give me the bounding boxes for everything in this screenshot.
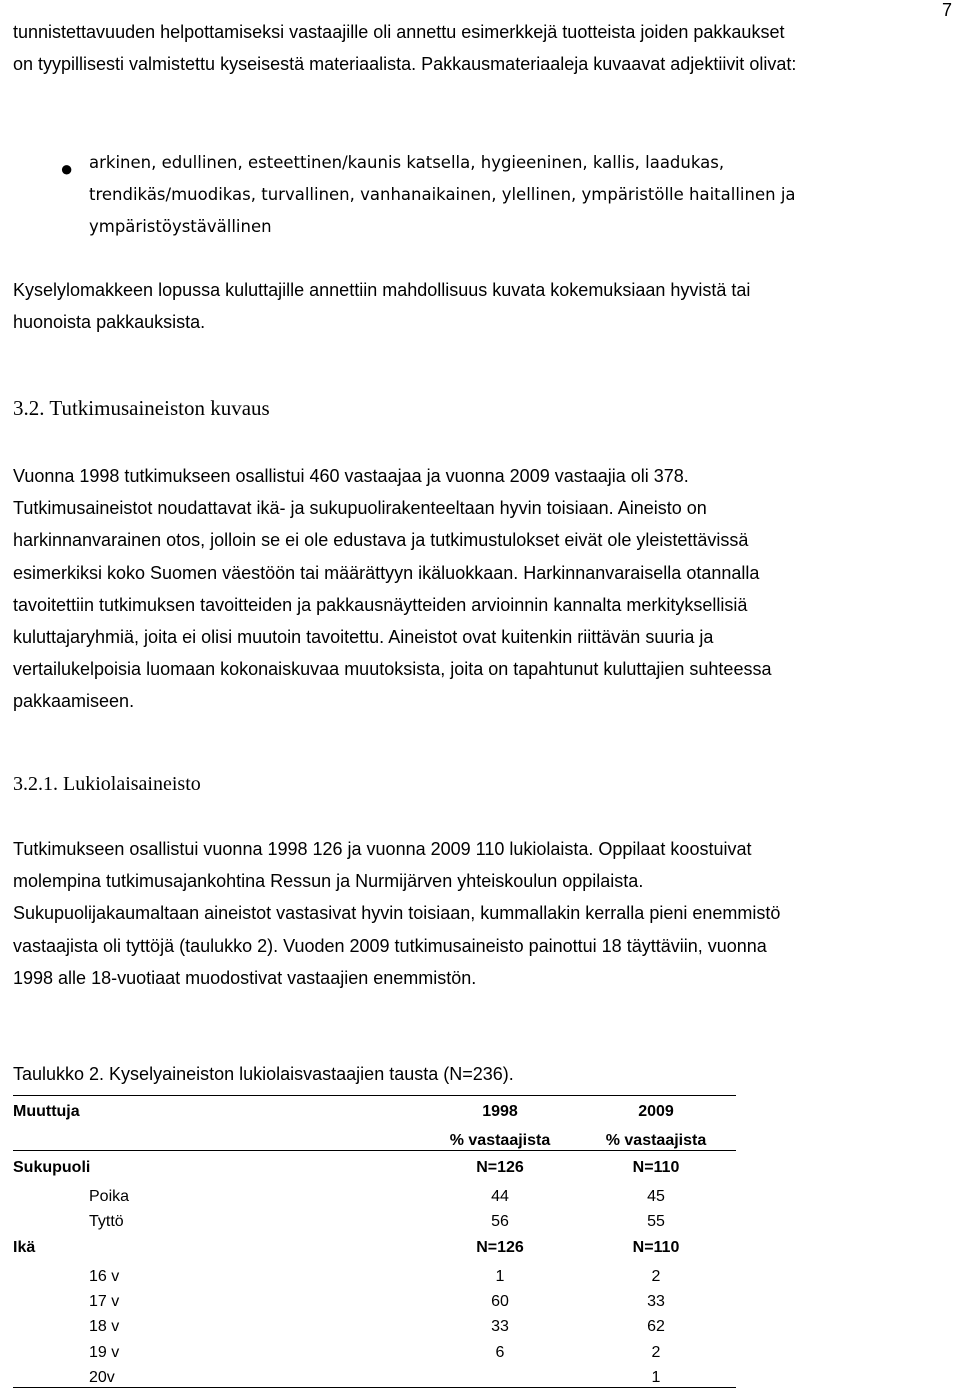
- text-line: 1998 alle 18-vuotiaat muodostivat vastaajien enemmistön.: [13, 967, 477, 988]
- group-n-1998: N=126: [476, 1238, 524, 1256]
- row-value-2009: 1: [576, 1362, 736, 1388]
- table-header-row: [13, 1096, 736, 1122]
- bullet-icon: ●: [60, 156, 74, 181]
- row-value-2009: 33: [647, 1292, 665, 1310]
- group-n-1998: N=126: [424, 1151, 576, 1177]
- text-line: Kyselylomakkeen lopussa kuluttajille annettiin mahdollisuus kuvata kokemuksiaan hyvistä tai: [13, 280, 751, 300]
- text-line: ympäristöystävällinen: [89, 217, 272, 236]
- row-value-2009: 2: [651, 1343, 661, 1361]
- text-line: kuluttajaryhmiä, joita ei olisi muutoin tavoitettu. Aineistot ovat kuitenkin riittävän suuria ja: [13, 627, 714, 648]
- intro-paragraph: [13, 16, 796, 80]
- row-label: 20v: [13, 1362, 424, 1388]
- header-1998: 1998: [424, 1096, 576, 1122]
- text-line: vertailukelpoisia luomaan kokonaiskuvaa muutoksista, joita on tapahtunut kuluttajien suhteessa: [13, 659, 772, 680]
- text-line: huonoista pakkauksista.: [13, 312, 206, 333]
- header-variable: Muuttuja: [13, 1096, 424, 1122]
- text-line: Tutkimusaineistot noudattavat ikä- ja sukupuolirakenteeltaan hyvin toisiaan. Aineisto on: [13, 498, 707, 519]
- row-label: 18 v: [89, 1318, 120, 1336]
- section-3-2-1-paragraph: [13, 833, 780, 994]
- group-label: Sukupuoli: [13, 1151, 424, 1177]
- text-line: tunnistettavuuden helpottamiseksi vastaajille oli annettu esimerkkejä tuotteista joiden pakkaukset: [13, 22, 785, 42]
- respondent-table: [13, 1095, 736, 1388]
- row-label: Poika: [89, 1187, 130, 1205]
- table-subheader-row: [13, 1121, 736, 1151]
- text-line: Sukupuolijakaumaltaan aineistot vastasivat hyvin toisiaan, kummallakin kerralla pieni enemmistö: [13, 903, 781, 924]
- closing-paragraph: [13, 274, 750, 338]
- text-line: Vuonna 1998 tutkimukseen osallistui 460 vastaajaa ja vuonna 2009 vastaajia oli 378.: [13, 466, 689, 486]
- text-line: pakkaamiseen.: [13, 691, 135, 712]
- group-n-2009: N=110: [632, 1238, 680, 1256]
- row-value-1998: 60: [491, 1292, 509, 1310]
- row-label: 16 v: [89, 1267, 120, 1285]
- row-value-1998: 6: [495, 1343, 505, 1361]
- text-line: vastaajista oli tyttöjä (taulukko 2). Vuoden 2009 tutkimusaineisto painottui 18 täyttäviin, vuonna: [13, 935, 767, 956]
- row-label: 19 v: [89, 1343, 120, 1361]
- row-value-2009: 55: [647, 1213, 665, 1231]
- row-value-2009: 45: [647, 1187, 665, 1205]
- adjective-list: [89, 147, 796, 243]
- text-line: Tutkimukseen osallistui vuonna 1998 126 ja vuonna 2009 110 lukiolaista. Oppilaat koostuivat: [13, 839, 752, 859]
- table-row: [13, 1257, 736, 1286]
- row-value-1998: [424, 1362, 576, 1388]
- table-group-row: [13, 1231, 736, 1256]
- group-n-2009: N=110: [576, 1151, 736, 1177]
- table-cell: [13, 1121, 424, 1151]
- section-heading-3-2: [13, 396, 270, 421]
- header-2009: 2009: [576, 1096, 736, 1122]
- section-3-2-paragraph: [13, 460, 771, 718]
- subheader-1998: % vastaajista: [449, 1132, 551, 1150]
- row-value-1998: 56: [491, 1213, 509, 1231]
- text-line: harkinnanvarainen otos, jolloin se ei ole edustava ja tutkimustulokset eivät ole yleistettävissä: [13, 530, 749, 551]
- row-value-1998: 1: [495, 1267, 505, 1285]
- table-caption: Taulukko 2. Kyselyaineiston lukiolaisvastaajien tausta (N=236).: [13, 1064, 514, 1084]
- text-line: molempina tutkimusajankohtina Ressun ja Nurmijärven yhteiskoulun oppilaista.: [13, 871, 644, 892]
- section-number: 3.2.1.: [13, 773, 58, 795]
- row-value-2009: 2: [651, 1267, 661, 1285]
- text-line: on tyypillisesti valmistettu kyseisestä materiaalista. Pakkausmateriaaleja kuvaavat adjektiivit olivat:: [13, 54, 797, 75]
- group-label: Ikä: [13, 1238, 36, 1256]
- text-line: esimerkiksi koko Suomen väestöön tai määrättyyn ikäluokkaan. Harkinnanvaraisella otannalla: [13, 562, 760, 583]
- table-row: [13, 1362, 736, 1388]
- text-line: trendikäs/muodikas, turvallinen, vanhanaikainen, ylellinen, ympäristölle haitallinen ja: [89, 185, 796, 204]
- section-number: 3.2.: [13, 396, 45, 420]
- text-line: tavoitettiin tutkimuksen tavoitteiden ja pakkausnäytteiden arvioinnin kannalta merkityksellisiä: [13, 594, 748, 615]
- table-row: [13, 1336, 736, 1361]
- subheader-2009: % vastaajista: [605, 1132, 707, 1150]
- table-row: [13, 1286, 736, 1311]
- table-row: [13, 1206, 736, 1231]
- row-value-2009: 62: [647, 1318, 665, 1336]
- table-group-row: [13, 1151, 736, 1177]
- section-heading-3-2-1: [13, 773, 201, 796]
- row-value-1998: 44: [491, 1187, 509, 1205]
- table-row: [13, 1311, 736, 1336]
- row-value-1998: 33: [491, 1318, 509, 1336]
- row-label: 17 v: [89, 1292, 120, 1310]
- table-row: [13, 1177, 736, 1206]
- section-title: Lukiolaisaineisto: [63, 773, 201, 795]
- section-title: Tutkimusaineiston kuvaus: [49, 396, 270, 420]
- row-label: Tyttö: [89, 1213, 124, 1231]
- text-line: arkinen, edullinen, esteettinen/kaunis katsella, hygieeninen, kallis, laadukas,: [89, 153, 725, 172]
- page-number: 7: [942, 0, 953, 20]
